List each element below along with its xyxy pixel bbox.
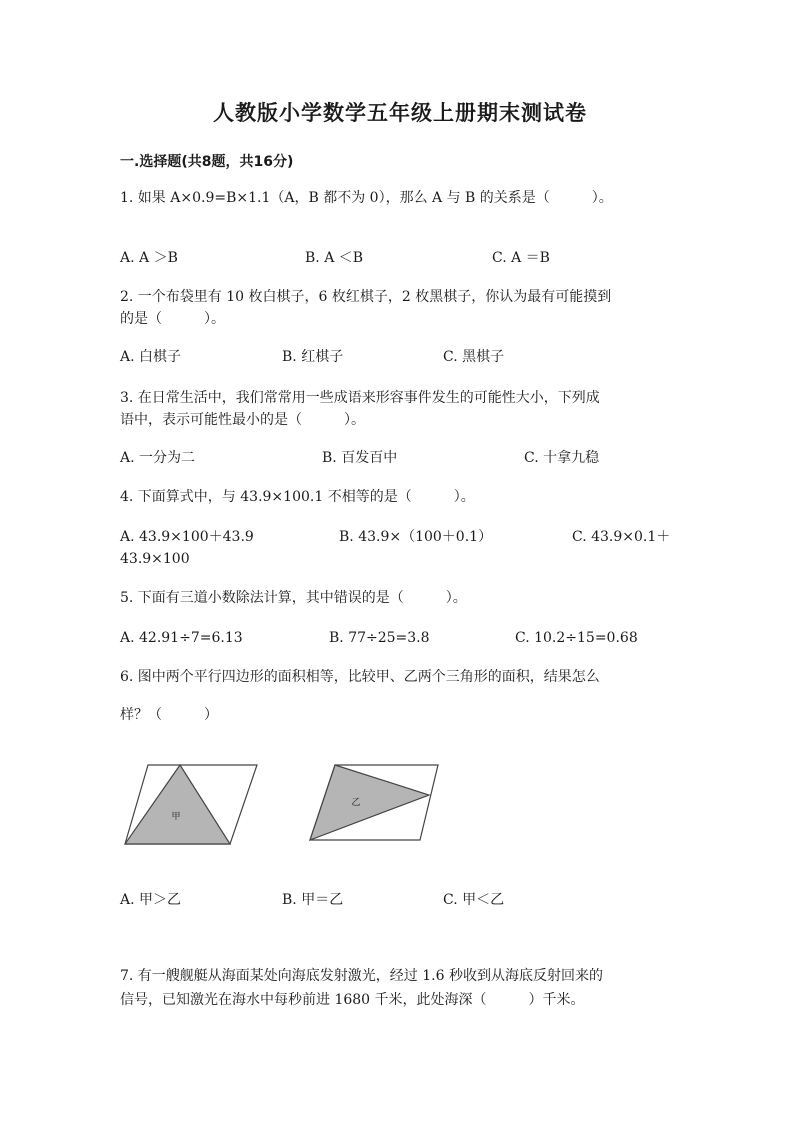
- question-5-option-b[interactable]: B. 77÷25=3.8: [329, 630, 430, 646]
- question-2-option-b[interactable]: B. 红棋子: [282, 349, 344, 365]
- question-4-option-a[interactable]: A. 43.9×100＋43.9: [120, 529, 254, 545]
- page-title: 人教版小学数学五年级上册期末测试卷: [213, 101, 587, 125]
- question-6-option-a[interactable]: A. 甲＞乙: [120, 892, 182, 908]
- question-5-option-c[interactable]: C. 10.2÷15=0.68: [515, 630, 638, 646]
- question-6-option-b[interactable]: B. 甲＝乙: [282, 892, 344, 908]
- question-2-option-c[interactable]: C. 黑棋子: [443, 349, 505, 365]
- question-2-option-a[interactable]: A. 白棋子: [120, 349, 182, 365]
- question-4-line-1: 4. 下面算式中，与 43.9×100.1 不相等的是（ ）。: [120, 489, 475, 505]
- label-yi: 乙: [351, 798, 361, 808]
- question-4-option-c-continuation: 43.9×100: [120, 551, 190, 567]
- question-5-line-1: 5. 下面有三道小数除法计算，其中错误的是（ ）。: [120, 590, 467, 606]
- question-3-option-a[interactable]: A. 一分为二: [120, 450, 196, 466]
- question-1-line-1: 1. 如果 A×0.9=B×1.1（A，B 都不为 0），那么 A 与 B 的关系是（ ）。: [120, 190, 613, 206]
- question-1-option-b[interactable]: B. A ＜B: [305, 250, 364, 266]
- question-2-line-2: 的是（ ）。: [120, 311, 225, 327]
- question-3-option-b[interactable]: B. 百发百中: [322, 450, 398, 466]
- question-7-line-1: 7. 有一艘舰艇从海面某处向海底发射激光，经过 1.6 秒收到从海底反射回来的: [120, 968, 603, 984]
- figure-svg: [120, 760, 450, 855]
- question-5-option-a[interactable]: A. 42.91÷7=6.13: [120, 630, 243, 646]
- parallelogram-figure: [120, 760, 450, 855]
- question-3-option-c[interactable]: C. 十拿九稳: [524, 450, 600, 466]
- question-3-line-1: 3. 在日常生活中，我们常常用一些成语来形容事件发生的可能性大小，下列成: [120, 390, 600, 406]
- question-2-line-1: 2. 一个布袋里有 10 枚白棋子，6 枚红棋子，2 枚黑棋子，你认为最有可能摸到: [120, 289, 612, 305]
- question-1-option-a[interactable]: A. A ＞B: [120, 250, 178, 266]
- question-6-line-2: 样？（ ）: [120, 707, 218, 723]
- question-3-line-2: 语中，表示可能性最小的是（ ）。: [120, 412, 365, 428]
- label-jia: 甲: [171, 812, 181, 822]
- section-heading: 一.选择题(共8题，共16分): [120, 154, 294, 170]
- question-6-line-1: 6. 图中两个平行四边形的面积相等，比较甲、乙两个三角形的面积，结果怎么: [120, 669, 600, 685]
- question-6-option-c[interactable]: C. 甲＜乙: [443, 892, 505, 908]
- question-4-option-c[interactable]: C. 43.9×0.1＋: [572, 529, 671, 545]
- question-7-line-2: 信号，已知激光在海水中每秒前进 1680 千米，此处海深（ ）千米。: [120, 992, 585, 1008]
- question-4-option-b[interactable]: B. 43.9×（100＋0.1）: [339, 529, 493, 545]
- question-1-option-c[interactable]: C. A ＝B: [492, 250, 550, 266]
